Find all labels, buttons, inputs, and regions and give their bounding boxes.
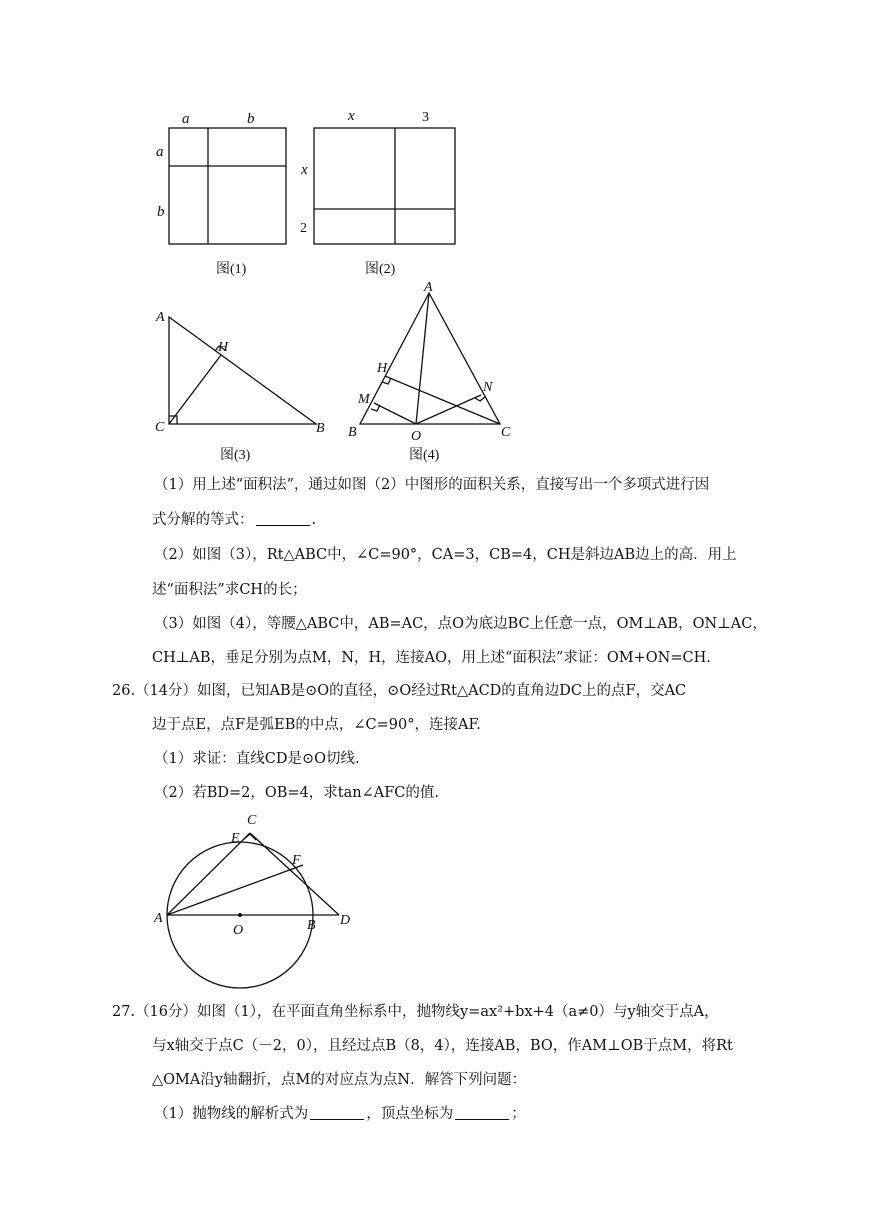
semicolon: ；: [511, 1106, 526, 1122]
figure-3-triangle: [169, 317, 316, 424]
q25-part2-line2: 述“面积法”求CH的长；: [152, 582, 307, 598]
fig4-caption: 图(4): [409, 448, 440, 463]
fig26-point-a: A: [154, 911, 163, 926]
q26-line2: 边于点E，点F是弧EB的中点，∠C=90°，连接AF.: [152, 717, 481, 733]
q26-part2: （2）若BD=2，OB=4，求tan∠AFC的值.: [154, 785, 439, 801]
fig1-side-label-a: a: [156, 144, 164, 160]
fig3-point-c: C: [155, 420, 165, 435]
fig3-caption: 图(3): [220, 448, 251, 463]
fig4-point-b: B: [348, 425, 357, 440]
fig1-top-label-a: a: [182, 111, 190, 127]
q25-part2-line1: （2）如图（3），Rt△ABC中，∠C=90°，CA=3，CB=4，CH是斜边AB边上的高．用上: [154, 547, 737, 563]
center-point-o: [238, 913, 242, 917]
q25-part3-line1: （3）如图（4），等腰△ABC中，AB=AC，点O为底边BC上任意一点，OM⊥AB，ON⊥AC，: [154, 616, 767, 632]
fig2-caption: 图(2): [365, 262, 396, 277]
q27-line1: 27.（16分）如图（1），在平面直角坐标系中，抛物线y=ax²+bx+4（a≠0）与y轴交于点A，: [112, 1004, 719, 1020]
q26-line1: 26.（14分）如图，已知AB是⊙O的直径，⊙O经过Rt△ACD的直角边DC上的点F，交AC: [112, 683, 687, 699]
answer-blank-expression: [310, 1105, 364, 1120]
fig4-point-c: C: [501, 425, 511, 440]
q27-part1-text-a: （1）抛物线的解析式为: [154, 1106, 309, 1122]
q27-part1-text-b: ，顶点坐标为: [366, 1106, 454, 1122]
figure-2-grid: [314, 128, 455, 244]
q25-part1-line1: （1）用上述“面积法”，通过如图（2）中图形的面积关系，直接写出一个多项式进行因: [154, 477, 710, 493]
fig26-point-e: E: [231, 831, 240, 846]
fig1-side-label-b: b: [157, 204, 165, 220]
fig4-point-m: M: [358, 392, 370, 407]
period: .: [311, 512, 317, 528]
fig2-side-label-x: x: [301, 162, 308, 178]
figure-4-triangle: [360, 293, 500, 424]
fig2-top-label-3: 3: [422, 110, 429, 125]
fig26-point-f: F: [292, 853, 301, 868]
fig1-caption: 图(1): [216, 262, 247, 277]
fig26-point-b: B: [307, 918, 316, 933]
answer-blank: [256, 511, 310, 526]
q27-part1: [154, 1104, 526, 1124]
q27-line3: △OMA沿y轴翻折，点M的对应点为点N．解答下列问题：: [152, 1072, 527, 1088]
fig4-point-o: O: [411, 429, 422, 444]
q27-line2: 与x轴交于点C（－2，0），且经过点B（8，4），连接AB，BO，作AM⊥OB于点M，将Rt: [152, 1038, 733, 1054]
fig2-top-label-x: x: [348, 108, 355, 124]
q25-part1-line2: [152, 510, 316, 530]
figure-26-circle: [167, 833, 339, 988]
q25-part1-text: 式分解的等式：: [152, 512, 254, 528]
fig1-top-label-b: b: [247, 111, 255, 127]
q26-part1: （1）求证：直线CD是⊙O切线.: [154, 751, 360, 767]
answer-blank-vertex: [455, 1105, 509, 1120]
fig26-point-o: O: [233, 923, 244, 938]
fig3-point-a: A: [156, 310, 165, 325]
fig3-point-h: H: [218, 340, 229, 355]
fig4-point-a: A: [424, 280, 433, 295]
fig3-point-b: B: [316, 421, 325, 436]
fig4-point-n: N: [483, 380, 493, 395]
fig2-side-label-2: 2: [300, 221, 307, 236]
fig26-point-c: C: [247, 813, 257, 828]
q25-part3-line2: CH⊥AB，垂足分别为点M，N，H，连接AO，用上述“面积法”求证：OM+ON=CH.: [152, 650, 711, 666]
fig4-point-h: H: [377, 361, 388, 376]
fig26-point-d: D: [340, 913, 351, 928]
figure-1-grid: [169, 128, 286, 244]
